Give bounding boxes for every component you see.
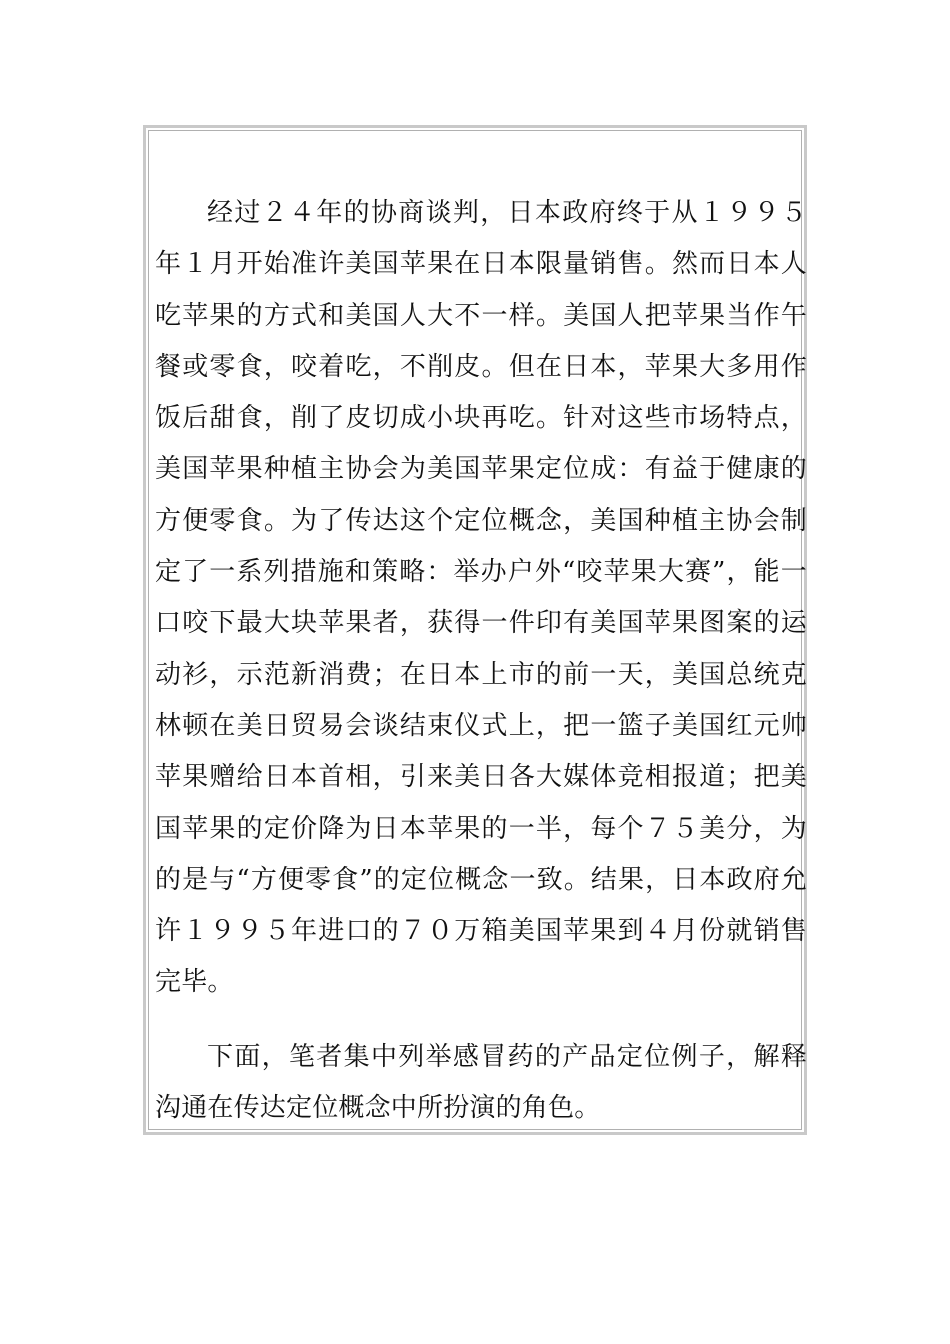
- document-text-box: [143, 125, 807, 1135]
- paragraph-apple-marketing: 经过２４年的协商谈判，日本政府终于从１９９５年１月开始准许美国苹果在日本限量销售。然而日本人吃苹果的方式和美国人大不一样。美国人把苹果当作午餐或零食，咬着吃，不削皮。但在日本，苹果大多用作饭后甜食，削了皮切成小块再吃。针对这些市场特点，美国苹果种植主协会为美国苹果定位成：有益于健康的方便零食。为了传达这个定位概念，美国种植主协会制定了一系列措施和策略：举办户外“咬苹果大赛”，能一口咬下最大块苹果者，获得一件印有美国苹果图案的运动衫，示范新消费；在日本上市的前一天，美国总统克林顿在美日贸易会谈结束仪式上，把一篮子美国红元帅苹果赠给日本首相，引来美日各大媒体竞相报道；把美国苹果的定价降为日本苹果的一半，每个７５美分，为的是与“方便零食”的定位概念一致。结果，日本政府允许１９９５年进口的７０万箱美国苹果到４月份就销售完毕。: [155, 198, 807, 998]
- paragraph-cold-medicine-intro: 下面，笔者集中列举感冒药的产品定位例子，解释沟通在传达定位概念中所扮演的角色。: [155, 1042, 807, 1124]
